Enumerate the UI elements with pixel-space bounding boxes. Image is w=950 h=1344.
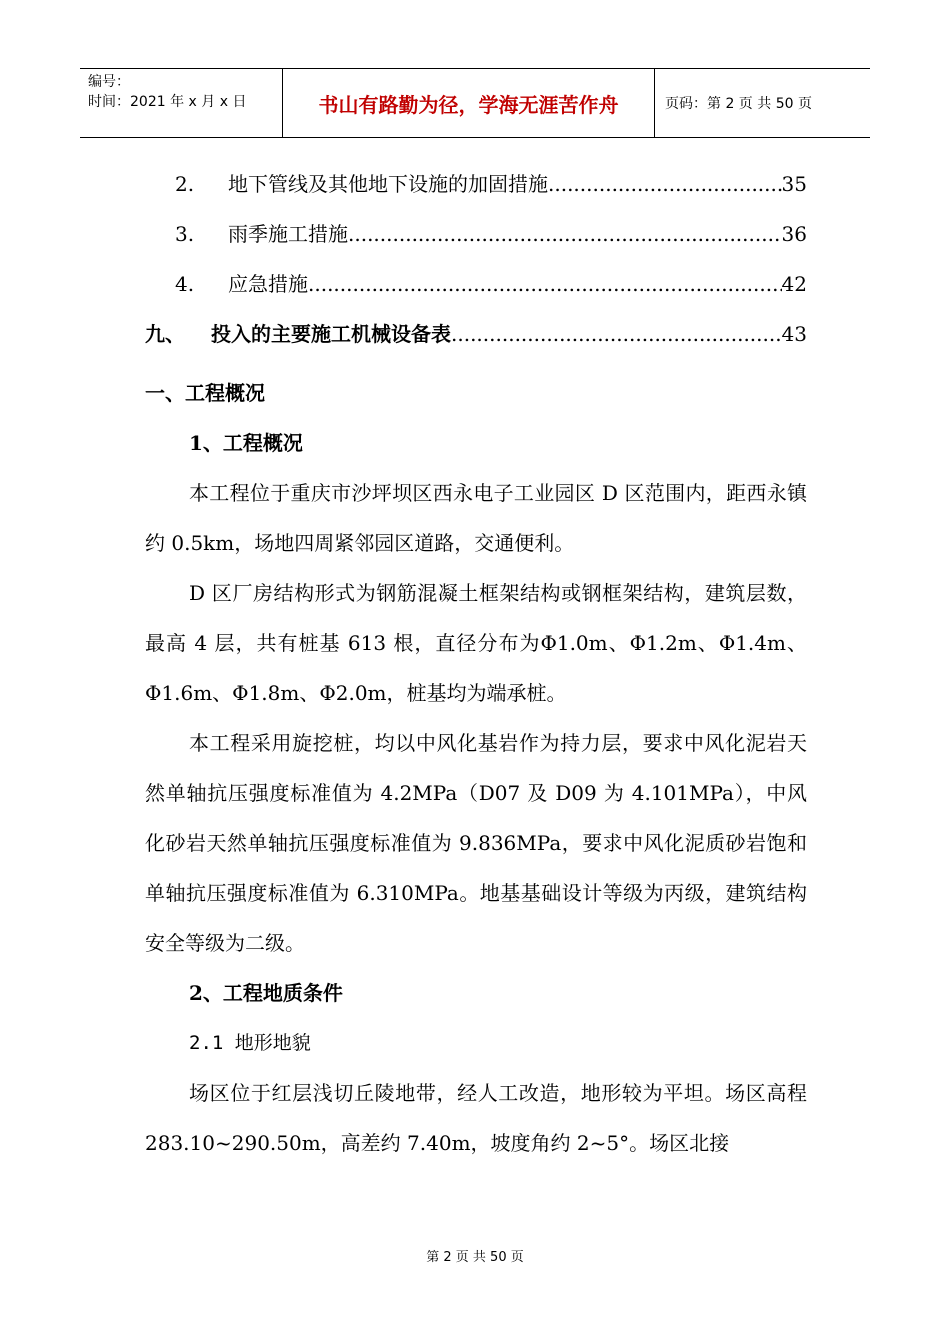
page-footer: 第 2 页 共 50 页 — [426, 1250, 524, 1265]
toc-entry[interactable] — [145, 268, 807, 318]
body-paragraph: 本工程位于重庆市沙坪坝区西永电子工业园区 D 区范围内，距西永镇约 0.5km，场地四周紧邻园区道路，交通便利。 — [145, 481, 807, 555]
toc-entry-page: 43 — [781, 322, 807, 346]
toc-entry[interactable] — [145, 218, 807, 268]
body-paragraph: D 区厂房结构形式为钢筋混凝土框架结构或钢框架结构，建筑层数，最高 4 层，共有桩基 613 根，直径分布为Φ1.0m、Φ1.2m、Φ1.4m、Φ1.6m、Φ1.8m、Φ2.0m，桩基均为端承桩。 — [145, 581, 807, 705]
subsection-heading: 1、工程概况 — [189, 431, 303, 455]
page-header — [80, 68, 870, 138]
document-date: 时间：2021 年 x 月 x 日 — [88, 94, 247, 110]
toc-entry-title: 投入的主要施工机械设备表 — [211, 322, 451, 346]
body-paragraph: 场区位于红层浅切丘陵地带，经人工改造，地形较为平坦。场区高程 283.10~290.50m，高差约 7.40m，坡度角约 2~5°。场区北接 — [145, 1081, 807, 1155]
toc-entry-page: 36 — [781, 222, 807, 246]
subsection-heading: 2、工程地质条件 — [189, 981, 343, 1005]
toc-entry-number: 4. — [175, 272, 195, 296]
document-number-label: 编号： — [88, 74, 130, 90]
toc-entry-number: 2. — [175, 172, 195, 196]
header-motto: 书山有路勤为径，学海无涯苦作舟 — [282, 69, 655, 137]
document-body — [145, 168, 807, 1168]
toc-entry-title: 应急措施 — [228, 272, 308, 296]
toc-entry-title: 地下管线及其他地下设施的加固措施 — [228, 172, 548, 196]
body-paragraph: 本工程采用旋挖桩，均以中风化基岩作为持力层，要求中风化泥岩天然单轴抗压强度标准值为 4.2MPa（D07 及 D09 为 4.101MPa），中风化砂岩天然单轴抗压强度标准值为 9.836MPa，要求中风化泥质砂岩饱和单轴抗压强度标准值为 6.310MPa。地基基础设计等级为丙级，建筑结构安全等级为二级。 — [145, 731, 807, 955]
toc-leader-dots — [308, 272, 782, 296]
header-page-info: 页码：第 2 页 共 50 页 — [665, 96, 812, 112]
toc-leader-dots — [548, 172, 782, 196]
toc-entry-page: 35 — [781, 172, 807, 196]
toc-entry-number: 3. — [175, 222, 195, 246]
toc-leader-dots — [451, 322, 782, 346]
header-meta — [80, 69, 282, 137]
toc-entry-page: 42 — [781, 272, 807, 296]
toc-entry[interactable] — [145, 318, 807, 368]
toc-entry-title: 雨季施工措施 — [228, 222, 348, 246]
toc-entry[interactable] — [145, 168, 807, 218]
toc-leader-dots — [348, 222, 782, 246]
subsubsection-heading: 2.1 地形地貌 — [189, 1032, 311, 1054]
section-heading: 一、工程概况 — [145, 381, 265, 405]
toc-entry-number: 九、 — [145, 322, 185, 346]
